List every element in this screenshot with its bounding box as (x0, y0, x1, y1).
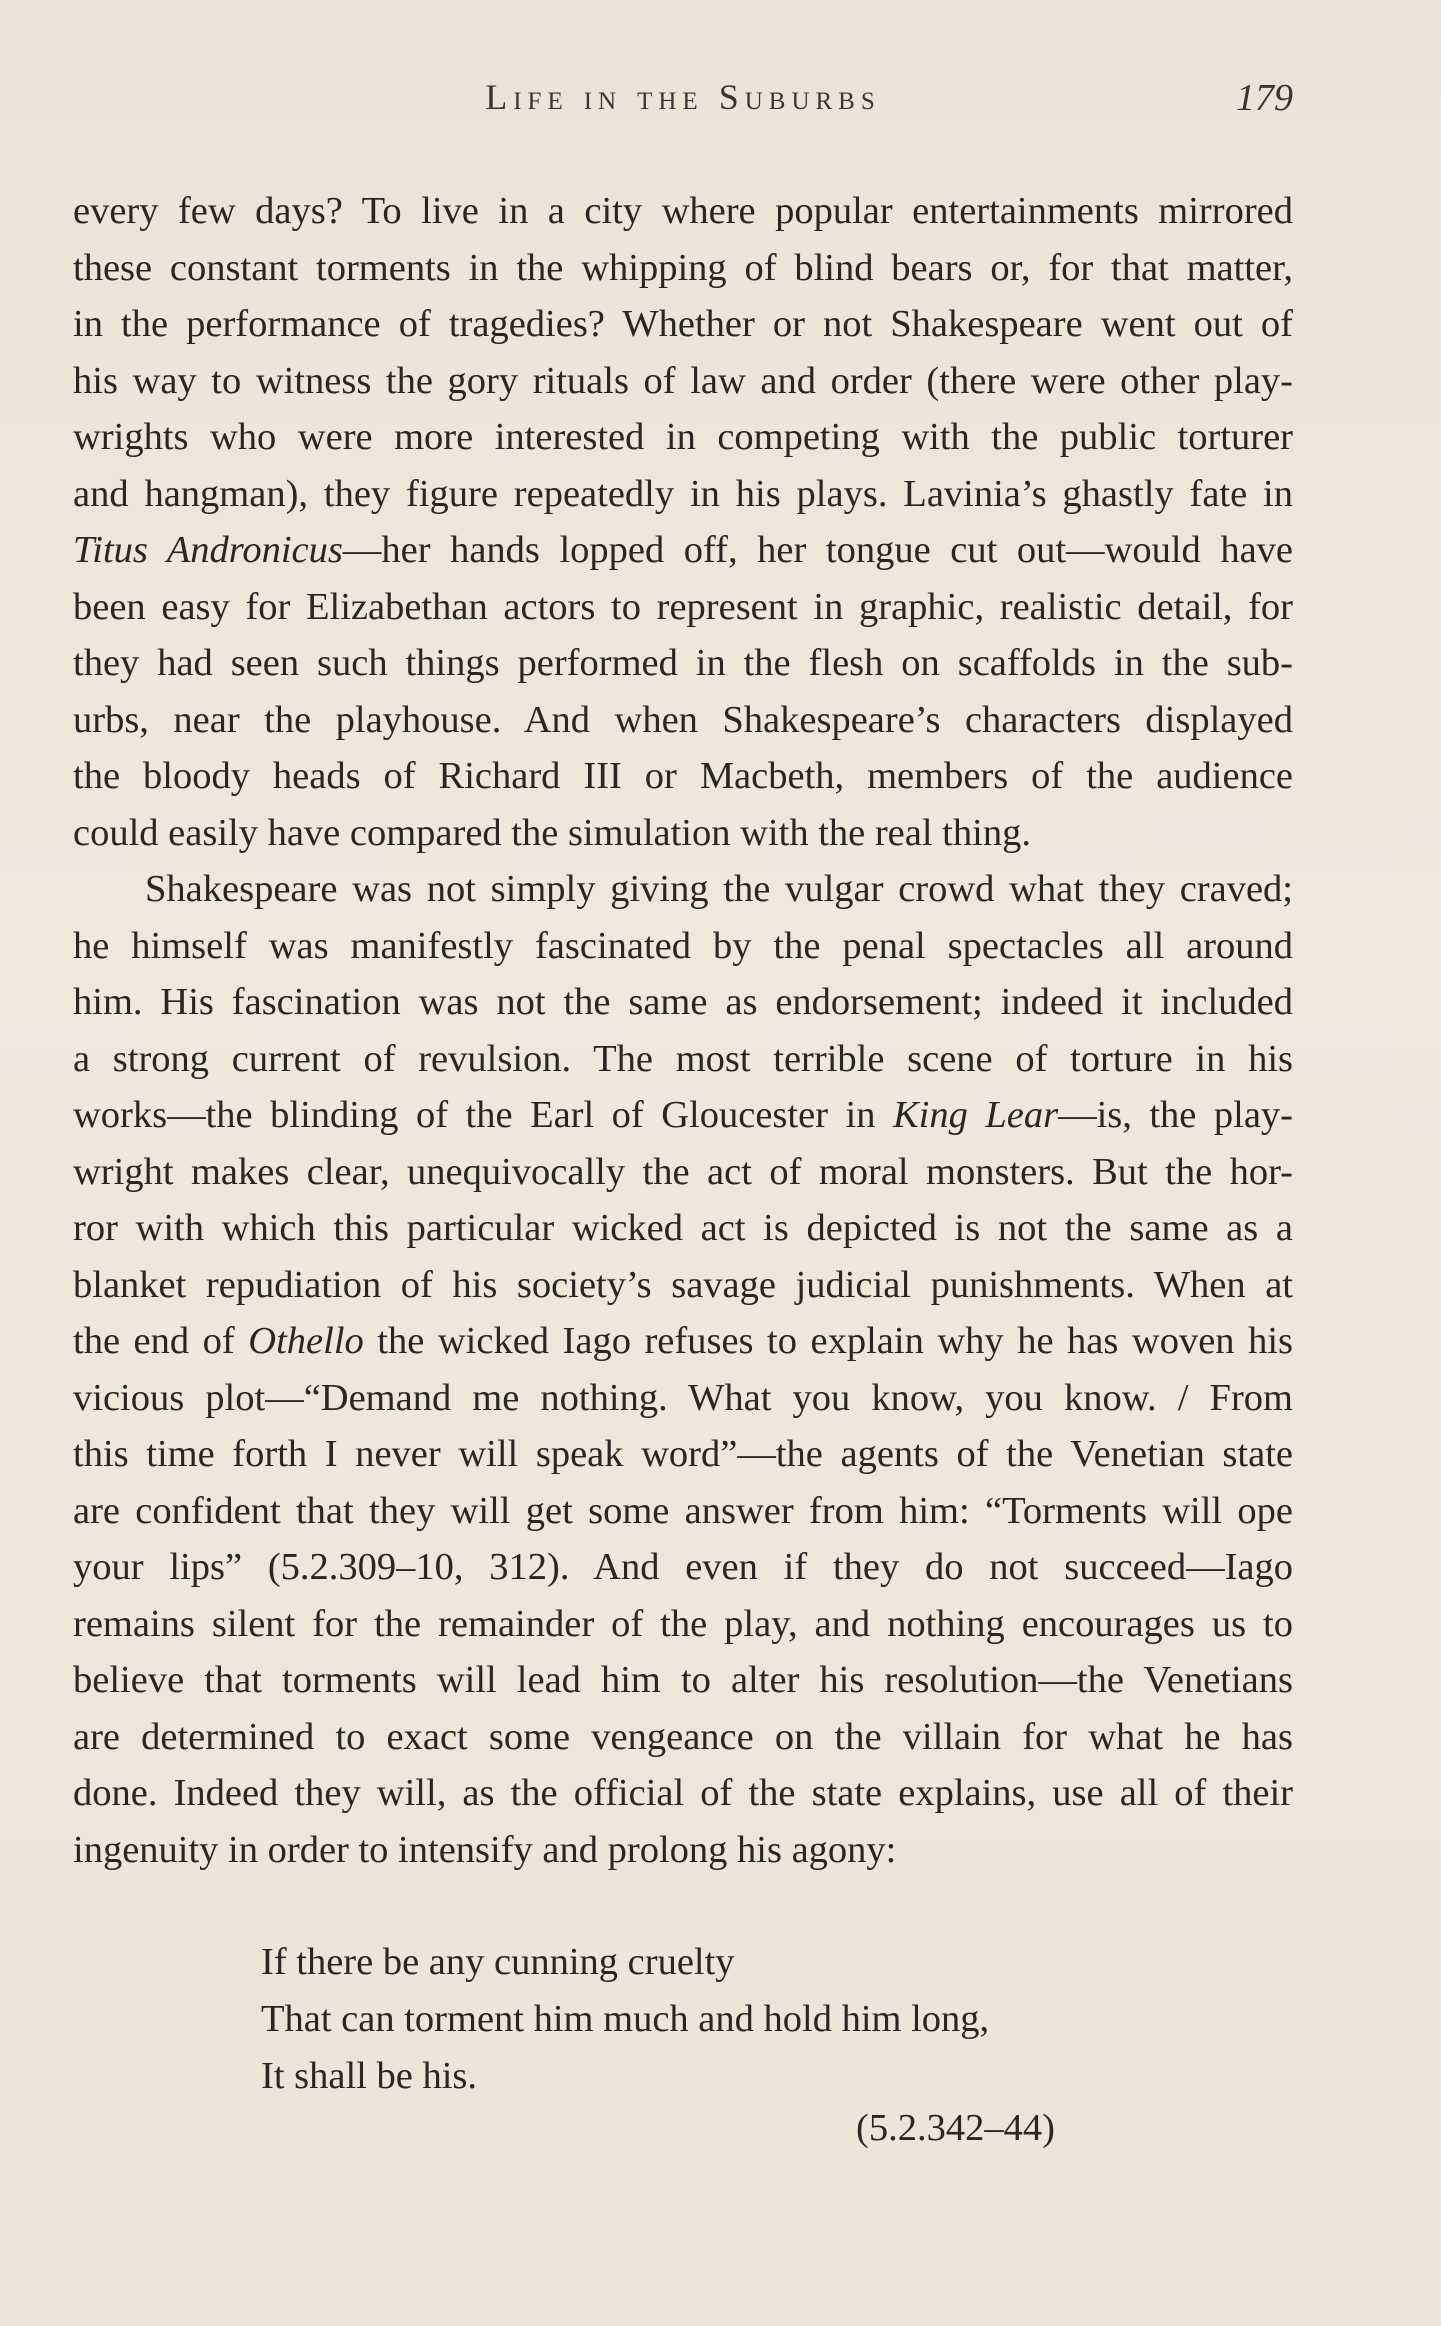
text-line (73, 1313, 1293, 1370)
text-line (73, 1087, 1293, 1144)
text-line: remains silent for the remainder of the play, and nothing encourages us to (73, 1602, 1293, 1645)
text-line: your lips” (5.2.309–10, 312). And even if they do not succeed—Iago (73, 1546, 1293, 1588)
text-run: the end of (73, 1320, 249, 1362)
text-line: every few days? To live in a city where popular entertainments mirrored (73, 190, 1293, 232)
italic-title-lear: King Lear (892, 1094, 1059, 1136)
text-line: he himself was manifestly fascinated by the penal spectacles all around (73, 924, 1293, 967)
text-line: ror with which this particular wicked act is depicted is not the same as a (73, 1207, 1293, 1249)
verse-citation: (5.2.342–44) (856, 2107, 1055, 2149)
text-run: —her hands lopped off, her tongue cut out—would have (342, 529, 1294, 571)
verse-quotation (261, 1934, 1161, 2105)
text-line: they had seen such things performed in the flesh on scaffolds in the sub- (73, 642, 1293, 684)
text-line: these constant torments in the whipping of blind bears or, for that matter, (73, 246, 1293, 289)
italic-title-othello: Othello (248, 1320, 364, 1362)
text-line: been easy for Elizabethan actors to represent in graphic, realistic detail, for (73, 585, 1293, 628)
verse-line: It shall be his. (261, 2055, 477, 2097)
text-line: blanket repudiation of his society’s savage judicial punishments. When at (73, 1263, 1293, 1306)
text-line: and hangman), they figure repeatedly in his plays. Lavinia’s ghastly fate in (73, 472, 1293, 515)
paragraph-1 (73, 183, 1293, 861)
text-run: works—the blinding of the Earl of Gloucester in (73, 1094, 893, 1136)
italic-title-titus: Titus Andronicus (73, 529, 343, 571)
text-line: done. Indeed they will, as the official of the state explains, use all of their (73, 1772, 1293, 1814)
text-run: —is, the play- (1058, 1094, 1293, 1136)
body-text (73, 183, 1293, 1878)
text-line: vicious plot—“Demand me nothing. What you know, you know. / From (73, 1376, 1293, 1419)
text-line: a strong current of revulsion. The most terrible scene of torture in his (73, 1037, 1293, 1080)
text-line: believe that torments will lead him to alter his resolution—the Venetians (73, 1659, 1293, 1701)
text-line: could easily have compared the simulation with the real thing. (73, 811, 1031, 854)
text-line: in the performance of tragedies? Whether or not Shakespeare went out of (73, 303, 1293, 345)
verse-line: That can torment him much and hold him long, (261, 1998, 990, 2040)
running-head (73, 76, 1293, 126)
text-line: are confident that they will get some answer from him: “Torments will ope (73, 1489, 1293, 1532)
text-line (73, 522, 1293, 579)
text-line: Shakespeare was not simply giving the vulgar crowd what they craved; (145, 868, 1293, 910)
page-number: 179 (1236, 77, 1293, 119)
paragraph-2 (73, 861, 1293, 1878)
text-run: the wicked Iago refuses to explain why he has woven his (363, 1320, 1294, 1362)
text-line: his way to witness the gory rituals of law and order (there were other play- (73, 359, 1293, 402)
text-line: urbs, near the playhouse. And when Shakespeare’s characters displayed (73, 698, 1293, 741)
verse-line: If there be any cunning cruelty (261, 1941, 735, 1983)
text-line: the bloody heads of Richard III or Macbeth, members of the audience (73, 755, 1293, 797)
text-line: are determined to exact some vengeance on the villain for what he has (73, 1715, 1293, 1758)
text-line: ingenuity in order to intensify and prolong his agony: (73, 1828, 897, 1871)
text-line: him. His fascination was not the same as endorsement; indeed it included (73, 981, 1293, 1023)
text-line: wrights who were more interested in competing with the public torturer (73, 416, 1293, 458)
running-title: Life in the Suburbs (485, 77, 881, 117)
text-line: this time forth I never will speak word”—the agents of the Venetian state (73, 1433, 1293, 1475)
text-line: wright makes clear, unequivocally the act of moral monsters. But the hor- (73, 1150, 1293, 1193)
